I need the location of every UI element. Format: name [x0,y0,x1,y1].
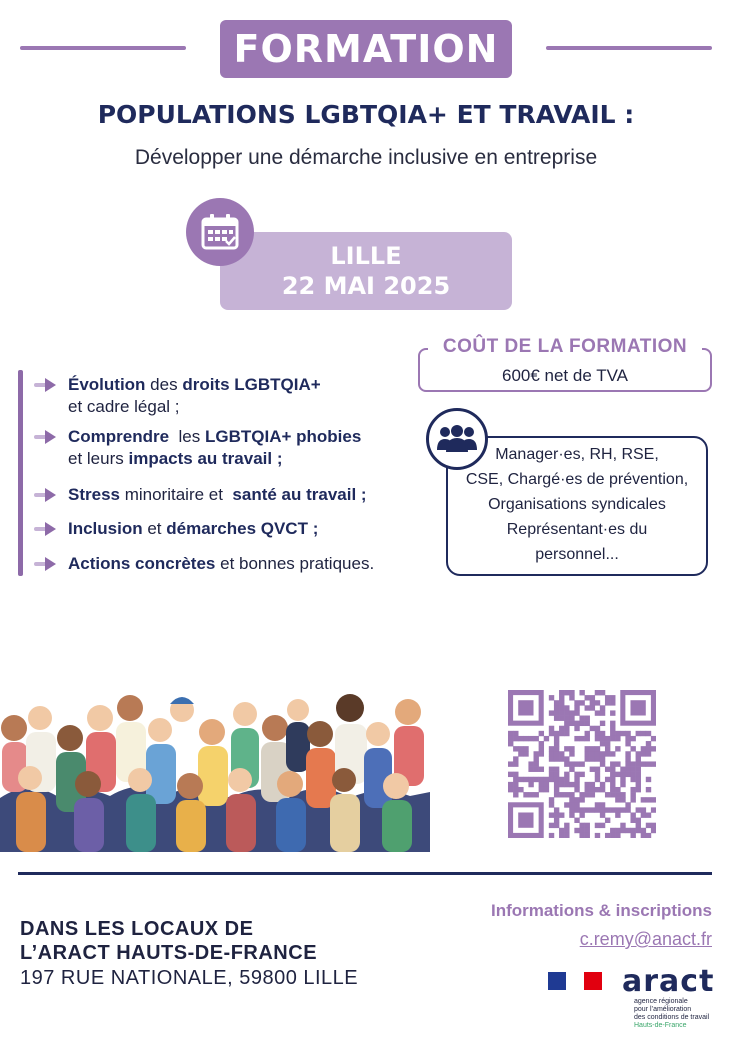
topic-fragment: santé au travail ; [232,485,367,504]
topic-fragment: droits LGBTQIA+ [182,375,321,394]
audience-line: Organisations syndicales [488,496,666,513]
address-line-3: 197 RUE NATIONALE, 59800 LILLE [20,967,359,989]
event-city: LILLE [330,242,402,270]
topic-fragment: Stress [68,485,120,504]
aract-region: Hauts-de-France [634,1022,687,1029]
topic-fragment: démarches QVCT ; [166,519,319,538]
qr-code[interactable] [508,690,656,838]
topic-fragment: LGBTQIA+ phobies [204,427,362,446]
topic-fragment: et bonnes pratiques. [215,554,375,573]
topic-item [36,484,426,508]
people-group-icon [426,408,488,470]
aract-logo-subtitle [634,998,724,1030]
topic-item [36,553,426,577]
topic-fragment: Comprendre [68,427,170,446]
topic-text [68,553,428,575]
cost-value: 600€ net de TVA [501,366,629,385]
page-title: POPULATIONS LGBTQIA+ ET TRAVAIL : [97,100,635,129]
event-date-box [220,232,512,310]
audience-line: Représentant·es du [506,521,648,538]
address-line-2: L’ARACT HAUTS-DE-FRANCE [20,942,318,964]
audience-line: Manager·es, RH, RSE, [495,446,659,463]
aract-sub-line: des conditions de travail [634,1014,710,1021]
footer-rule [18,872,712,875]
topics-bar [18,370,23,576]
arrow-right-icon [34,376,58,394]
info-title: Informations & inscriptions [490,901,712,920]
page-subtitle: Développer une démarche inclusive en entreprise [134,146,598,169]
topic-line [68,484,428,506]
topic-text [68,518,428,540]
topic-fragment: et leurs [68,449,129,468]
calendar-icon [186,198,254,266]
aract-sub-line: pour l’amélioration [634,1006,692,1013]
topic-text [68,484,428,506]
topic-text [68,374,428,418]
contact-email-link[interactable]: c.remy@anact.fr [579,929,712,949]
topic-fragment: Inclusion [68,519,143,538]
arrow-right-icon [34,428,58,446]
arrow-right-icon [34,486,58,504]
topic-item [36,374,426,420]
aract-sub-line: agence régionale [634,998,688,1005]
topic-line [68,396,428,418]
crowd-illustration [0,688,430,852]
event-date: 22 MAI 2025 [281,272,451,300]
arrow-right-icon [34,555,58,573]
cost-title: COÛT DE LA FORMATION [428,336,702,358]
republique-francaise-logo [548,972,602,990]
topic-fragment: et cadre légal ; [68,397,180,416]
arrow-right-icon [34,520,58,538]
topic-fragment: impacts au travail ; [128,449,283,468]
topic-line [68,518,428,540]
header-rule-left [20,46,186,50]
audience-line: personnel... [535,546,619,563]
topic-fragment: et [142,519,167,538]
formation-badge: FORMATION [220,20,512,78]
topic-fragment: Évolution [68,375,146,394]
topic-line [68,374,428,396]
aract-logo: aract [622,964,715,999]
topic-line [68,426,428,448]
topic-item [36,426,426,472]
header-rule-right [546,46,712,50]
topic-fragment: minoritaire et [119,485,233,504]
topic-line [68,553,428,575]
topic-fragment: des [145,375,183,394]
address-line-1: DANS LES LOCAUX DE [20,918,254,940]
topic-line [68,448,428,470]
topic-fragment: Actions concrètes [68,554,216,573]
audience-line: CSE, Chargé·es de prévention, [465,471,689,488]
topic-item [36,518,426,542]
topic-text [68,426,428,470]
topic-fragment: les [169,427,205,446]
